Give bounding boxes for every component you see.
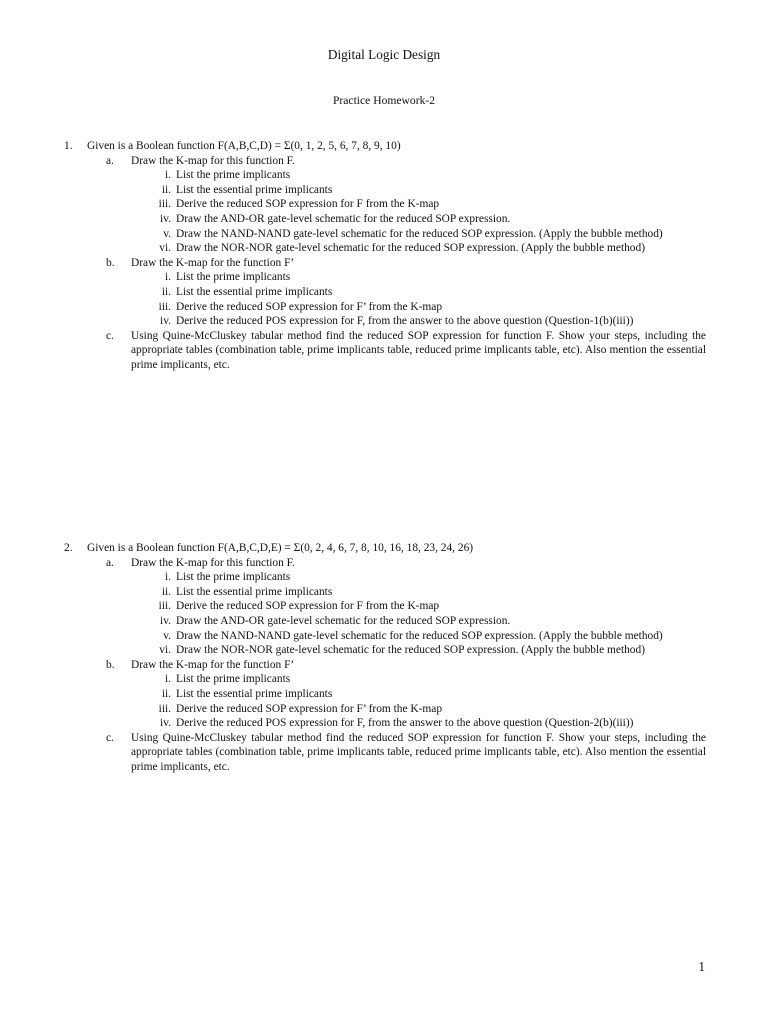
item-text: List the prime implicants — [176, 169, 291, 182]
part-label: c. — [106, 731, 114, 744]
list-item — [64, 716, 706, 731]
item-text: Derive the reduced POS expression for F, from the answer to the above question (Question-1(b)(iii)) — [176, 315, 634, 328]
list-item — [64, 570, 706, 585]
part-text: Draw the K-map for this function F. — [131, 556, 295, 569]
item-label: ii. — [161, 285, 171, 298]
item-text: List the prime implicants — [176, 673, 291, 686]
item-text: List the essential prime implicants — [176, 585, 333, 598]
item-label: ii. — [161, 585, 171, 598]
item-label: v. — [163, 629, 171, 642]
list-item — [64, 599, 706, 614]
item-label: iii. — [158, 702, 171, 715]
item-label: v. — [163, 227, 171, 240]
question-number: 1. — [64, 140, 73, 152]
item-label: i. — [164, 571, 171, 584]
part-text: Using Quine-McCluskey tabular method find the reduced SOP expression for function F. Show your steps, including the appropriate tables (combination table, prime implicants table, reduced prime implicants table, etc). Also mention the essential prime implicants, etc. — [131, 329, 706, 371]
item-text: Derive the reduced SOP expression for F from the K-map — [176, 600, 440, 613]
item-text: Draw the NAND-NAND gate-level schematic for the reduced SOP expression. (Apply the bubble method) — [176, 629, 663, 642]
item-text: Derive the reduced SOP expression for F’ from the K-map — [176, 300, 443, 313]
item-label: i. — [164, 673, 171, 686]
item-text: Draw the AND-OR gate-level schematic for the reduced SOP expression. — [176, 614, 511, 627]
item-text: List the essential prime implicants — [176, 285, 333, 298]
list-item — [64, 629, 706, 644]
list-item — [64, 212, 706, 227]
item-label: iv. — [160, 212, 171, 225]
part-label: b. — [106, 658, 115, 671]
item-label: i. — [164, 169, 171, 182]
part-text: Using Quine-McCluskey tabular method find the reduced SOP expression for function F. Show your steps, including the appropriate tables (combination table, prime implicants table, reduced prime implicants table, etc). Also mention the essential prime implicants, etc. — [131, 731, 706, 773]
item-text: Derive the reduced SOP expression for F from the K-map — [176, 198, 440, 211]
item-label: vi. — [159, 242, 171, 255]
question-2 — [64, 541, 706, 775]
item-text: Draw the AND-OR gate-level schematic for the reduced SOP expression. — [176, 212, 511, 225]
item-label: ii. — [161, 183, 171, 196]
item-label: iii. — [158, 600, 171, 613]
question-1-header — [64, 139, 706, 154]
item-text: List the prime implicants — [176, 571, 291, 584]
question-text: Given is a Boolean function F(A,B,C,D) = Σ(0, 1, 2, 5, 6, 7, 8, 9, 10) — [87, 140, 401, 152]
item-text: Draw the NOR-NOR gate-level schematic for the reduced SOP expression. (Apply the bubble method) — [176, 242, 645, 255]
part-text: Draw the K-map for the function F’ — [131, 256, 295, 269]
part-c — [64, 731, 706, 775]
list-item — [64, 585, 706, 600]
list-item — [64, 672, 706, 687]
question-number: 2. — [64, 542, 73, 554]
list-item — [64, 285, 706, 300]
item-label: ii. — [161, 687, 171, 700]
part-c — [64, 329, 706, 373]
item-label: iii. — [158, 300, 171, 313]
item-label: i. — [164, 271, 171, 284]
list-item — [64, 183, 706, 198]
part-a — [64, 154, 706, 169]
list-item — [64, 702, 706, 717]
list-item — [64, 314, 706, 329]
document-subtitle: Practice Homework-2 — [332, 94, 436, 107]
list-item — [64, 643, 706, 658]
part-text: Draw the K-map for this function F. — [131, 154, 295, 167]
part-a — [64, 556, 706, 571]
list-item — [64, 300, 706, 315]
part-b — [64, 256, 706, 271]
item-text: Draw the NAND-NAND gate-level schematic for the reduced SOP expression. (Apply the bubble method) — [176, 227, 663, 240]
item-text: List the essential prime implicants — [176, 687, 333, 700]
part-b — [64, 658, 706, 673]
part-label: b. — [106, 256, 115, 269]
item-label: vi. — [159, 644, 171, 657]
item-label: iii. — [158, 198, 171, 211]
item-text: List the prime implicants — [176, 271, 291, 284]
list-item — [64, 241, 706, 256]
item-text: Derive the reduced SOP expression for F’ from the K-map — [176, 702, 443, 715]
item-label: iv. — [160, 614, 171, 627]
part-label: a. — [106, 154, 114, 167]
question-text: Given is a Boolean function F(A,B,C,D,E) = Σ(0, 2, 4, 6, 7, 8, 10, 16, 18, 23, 24, 26) — [87, 542, 474, 554]
page-number: 1 — [698, 959, 705, 974]
item-text: List the essential prime implicants — [176, 183, 333, 196]
item-text: Draw the NOR-NOR gate-level schematic for the reduced SOP expression. (Apply the bubble method) — [176, 644, 645, 657]
part-label: a. — [106, 556, 114, 569]
item-label: iv. — [160, 315, 171, 328]
list-item — [64, 227, 706, 242]
list-item — [64, 270, 706, 285]
part-label: c. — [106, 329, 114, 342]
question-1 — [64, 139, 706, 373]
document-title: Digital Logic Design — [327, 47, 441, 62]
part-text: Draw the K-map for the function F’ — [131, 658, 295, 671]
item-label: iv. — [160, 717, 171, 730]
list-item — [64, 614, 706, 629]
question-2-header — [64, 541, 706, 556]
list-item — [64, 687, 706, 702]
list-item — [64, 168, 706, 183]
list-item — [64, 197, 706, 212]
item-text: Derive the reduced POS expression for F, from the answer to the above question (Question-2(b)(iii)) — [176, 717, 634, 730]
